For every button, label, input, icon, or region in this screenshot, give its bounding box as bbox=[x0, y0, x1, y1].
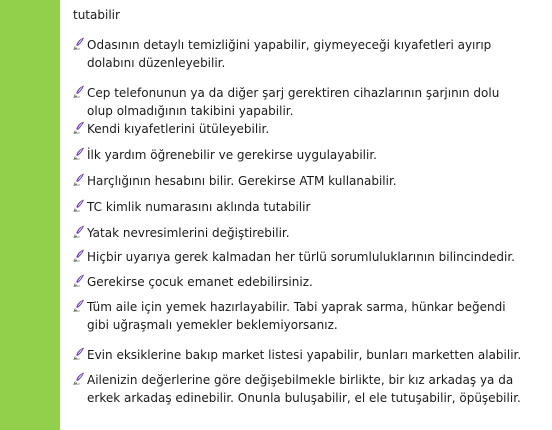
list-item-text bbox=[87, 371, 521, 407]
list-item-text bbox=[87, 298, 506, 334]
feather-pen-icon bbox=[73, 372, 85, 385]
list-item-line: dolabını düzenleyebilir. bbox=[87, 56, 226, 70]
list-item-text bbox=[87, 146, 377, 164]
feather-pen-icon bbox=[73, 299, 85, 312]
list-item-text bbox=[87, 224, 290, 242]
list-item-line: Cep telefonunun ya da diğer şarj gerektiren cihazlarının şarjının dolu bbox=[87, 86, 500, 100]
feather-pen-icon bbox=[73, 173, 85, 186]
list-item-line: gibi uğraşmalı yemekler beklemiyorsanız. bbox=[87, 318, 338, 332]
feather-pen-icon bbox=[73, 147, 85, 160]
feather-pen-icon bbox=[73, 199, 85, 212]
feather-pen-icon bbox=[73, 347, 85, 360]
list-item-text bbox=[87, 120, 269, 138]
list-item-text bbox=[87, 198, 310, 216]
cut-off-line-fragment bbox=[73, 0, 120, 24]
list-item-line: TC kimlik numarasını aklında tutabilir bbox=[87, 200, 311, 214]
list-item-text bbox=[87, 36, 491, 72]
list-item-line: Tüm aile için yemek hazırlayabilir. Tabi yaprak sarma, hünkar beğendi bbox=[87, 300, 506, 314]
list-item-text bbox=[87, 84, 499, 120]
list-item-line: Odasının detaylı temizliğini yapabilir, giymeyeceği kıyafetleri ayırıp bbox=[87, 38, 492, 52]
list-item-line: Ailenizin değerlerine göre değişebilmekle birlikte, bir kız arkadaş ya da bbox=[87, 373, 514, 387]
list-item-line: olup olmadığının takibini yapabilir. bbox=[87, 104, 294, 118]
list-item-line: Hiçbir uyarıya gerek kalmadan her türlü sorumluluklarının bilincindedir. bbox=[87, 250, 515, 264]
green-side-bar bbox=[0, 0, 60, 430]
list-item-text bbox=[87, 346, 521, 364]
feather-pen-icon bbox=[73, 37, 85, 50]
list-item-line: Harçlığının hesabını bilir. Gerekirse ATM kullanabilir. bbox=[87, 174, 397, 188]
feather-pen-icon bbox=[73, 121, 85, 134]
list-item-line: erkek arkadaş edinebilir. Onunla buluşabilir, el ele tutuşabilir, öpüşebilir. bbox=[87, 391, 521, 405]
list-item-line: Yatak nevresimlerini değiştirebilir. bbox=[87, 226, 290, 240]
feather-pen-icon bbox=[73, 249, 85, 262]
list-item-text bbox=[87, 172, 397, 190]
list-item-line: İlk yardım öğrenebilir ve gerekirse uygulayabilir. bbox=[87, 148, 377, 162]
list-item-text bbox=[87, 248, 515, 266]
partial-text: tutabilir bbox=[73, 8, 120, 22]
list-item-line: Gerekirse çocuk emanet edebilirsiniz. bbox=[87, 275, 313, 289]
feather-pen-icon bbox=[73, 274, 85, 287]
list-item-line: Evin eksiklerine bakıp market listesi yapabilir, bunları marketten alabilir. bbox=[87, 348, 522, 362]
feather-pen-icon bbox=[73, 85, 85, 98]
list-item-text bbox=[87, 273, 313, 291]
list-item-line: Kendi kıyafetlerini ütüleyebilir. bbox=[87, 122, 270, 136]
feather-pen-icon bbox=[73, 225, 85, 238]
